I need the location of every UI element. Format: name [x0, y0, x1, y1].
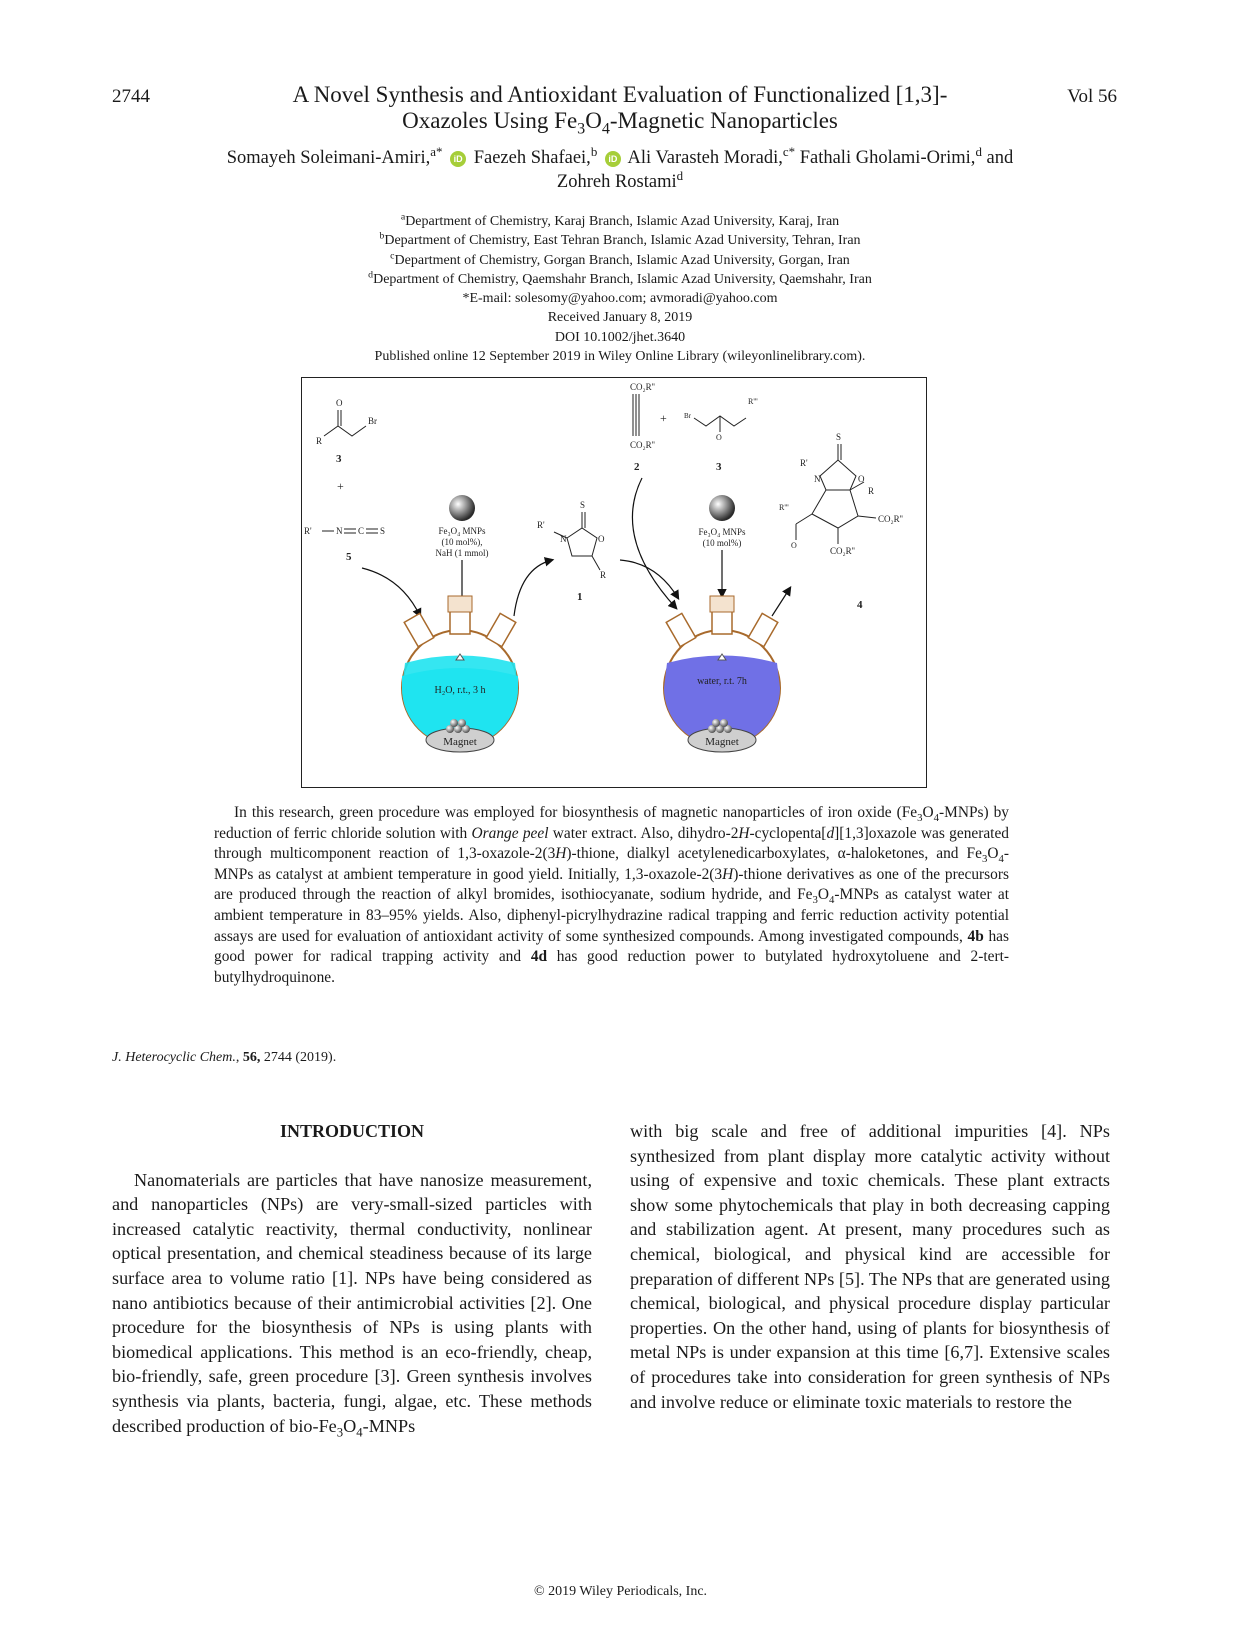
atom-r-prime: R'	[537, 520, 545, 530]
author-2: Faezeh Shafaei,	[473, 148, 591, 168]
arrow	[514, 560, 552, 616]
atom-r-prime: R'	[304, 526, 312, 536]
magnet-label-1: Magnet	[443, 736, 477, 748]
article-title	[200, 82, 1040, 138]
copyright-footer: © 2019 Wiley Periodicals, Inc.	[533, 1584, 708, 1599]
atom-r-triple: R'''	[779, 503, 789, 512]
atom-o: O	[336, 398, 343, 408]
journal-citation: J. Heterocyclic Chem., 56, 2744 (2019).	[112, 1050, 337, 1065]
cond1-line3: NaH (1 mmol)	[435, 548, 489, 558]
page-number: 2744	[112, 86, 150, 107]
label-3-right: 3	[716, 461, 722, 473]
atom-o: O	[858, 474, 865, 484]
atom-r: R	[600, 570, 607, 580]
email[interactable]: *E-mail: solesomy@yahoo.com; avmoradi@yahoo.com	[462, 291, 778, 307]
label-5: 5	[346, 551, 352, 563]
flask-2-conditions: water, r.t. 7h	[697, 676, 747, 687]
compound-3-right	[694, 416, 746, 432]
published-info: Published online 12 September 2019 in Wiley Online Library (wileyonlinelibrary.com).	[374, 349, 866, 365]
cond2-line1: Fe₃O₄ MNPs	[698, 527, 746, 537]
atom-r-triple: R'''	[748, 397, 758, 406]
affiliation-a: $^a$Department of Chemistry, Karaj Branch, Islamic Azad University, Karaj, Iran	[400, 211, 840, 229]
received-date: Received January 8, 2019	[547, 310, 693, 326]
introduction-column-1	[112, 1119, 592, 1438]
affiliation-c: $^c$Department of Chemistry, Gorgan Branch, Islamic Azad University, Gorgan, Iran	[390, 249, 850, 268]
orcid-icon[interactable]: iD	[605, 151, 621, 167]
atom-r: R	[868, 486, 875, 496]
author-5: Zohreh Rostami	[556, 172, 677, 192]
author-4: Fathali Gholami-Orimi,	[799, 148, 976, 168]
affiliation-d: $^d$Department of Chemistry, Qaemshahr Branch, Islamic Azad University, Qaemshahr, Iran	[368, 269, 872, 287]
magnet-label-2: Magnet	[705, 736, 739, 748]
arrow	[632, 478, 676, 608]
atom-s: S	[836, 432, 842, 442]
atom-c: C	[358, 526, 365, 536]
atom-r-prime: R'	[800, 458, 808, 468]
atom-s: S	[580, 500, 586, 510]
label-2: 2	[634, 461, 640, 473]
arrow	[620, 560, 678, 598]
graphical-abstract-scheme	[301, 377, 927, 788]
title-line-1: A Novel Synthesis and Antioxidant Evaluation of Functionalized [1,3]-	[292, 82, 948, 107]
atom-n: N	[560, 534, 567, 544]
intro-paragraph-2: with big scale and free of additional impurities [4]. NPs synthesized from plant display more catalytic activity without using of expensive and toxic chemicals. These plant extracts show some phytochemicals that play in both decreasing capping and stabilization agent. At present, many procedures such as chemical, biological, and physical kind are accessible for preparation of different NPs [5]. The NPs that are generated using chemical, biological, and physical procedure display particular properties. On the other hand, using of plants for biosynthesis of metal NPs is under expansion at this time [6,7]. Extensive scales of procedures take into consideration for green synthesis of NPs and involve reduce or eliminate toxic materials to restore the	[630, 1121, 1110, 1412]
atom-r: R	[316, 436, 323, 446]
label-4: 4	[857, 599, 863, 611]
atom-br: Br	[684, 412, 691, 420]
author-and: and	[986, 148, 1014, 168]
co2r-right: CO₂R''	[878, 514, 903, 524]
reaction-flask-1	[402, 596, 518, 752]
abstract: In this research, green procedure was employed for biosynthesis of magnetic nanoparticles of iron oxide $(Fe_3O_4-MNPs)$ by reduction of ferric chloride solution with Orange peel water extract. Also, dihydro-2H-cyclopenta[d][1,3]oxazole was generated through multicomponent reaction of 1,3-oxazole-2(3H)-thione, dialkyl acetylenedicarboxylates, α-haloketones, and $Fe_3O_4$-MNPs as catalyst at ambient temperature in good yield. Initially, 1,3-oxazole-2(3H)-thione derivatives as one of the precursors are produced through the reaction of alkyl bromides, isothiocyanate, sodium hydride, and $Fe_3O_4$-MNPs as catalyst water at ambient temperature in 83–95% yields. Also, diphenyl-picrylhydrazine radical trapping and ferric reduction activity potential assays are used for evaluation of antioxidant activity of some synthesized compounds. Among investigated compounds, 4b has good power for radical trapping activity and 4d has good reduction power to butylated hydroxytoluene and 2-tert-butylhydroquinone.	[214, 804, 1010, 986]
atom-o: O	[791, 541, 797, 550]
cond1-line2: (10 mol%),	[441, 537, 483, 547]
plus-sign: +	[337, 479, 344, 493]
atom-br: Br	[368, 416, 377, 426]
affiliations	[200, 212, 1040, 366]
atom-s: S	[380, 526, 386, 536]
arrow	[772, 588, 790, 616]
author-1: Somayeh Soleimani-Amiri,	[226, 148, 431, 168]
atom-o: O	[598, 534, 605, 544]
co2r-bottom: CO₂R''	[830, 546, 855, 556]
intro-paragraph-1: Nanomaterials are particles that have nanosize measurement, and nanoparticles (NPs) are very-small-sized particles with increased catalytic reactivity, thermal conductivity, nonlinear optical presentation, and chemical steadiness because of its large surface area to volume ratio [1]. NPs have being considered as nano antibiotics because of their antimicrobial activities [2]. One procedure for the biosynthesis of NPs is using plants with biomedical applications. This method is an eco-friendly, cheap, bio-friendly, safe, green procedure [3]. Green synthesis involves synthesis via plants, bacteria, fungi, algae, etc. These methods described production of bio-$Fe_3O_4$-MNPs	[112, 1169, 592, 1440]
affiliation-b: $^b$Department of Chemistry, East Tehran Branch, Islamic Azad University, Tehran, Iran	[379, 230, 861, 249]
title-line-2: Oxazoles Using $Fe_3O_4$-Magnetic Nanoparticles	[402, 108, 838, 138]
doi[interactable]: DOI 10.1002/jhet.3640	[554, 329, 686, 345]
atom-o: O	[716, 433, 722, 442]
co2r-top: CO₂R''	[630, 382, 655, 392]
introduction-column-2	[630, 1119, 1110, 1414]
label-3-left: 3	[336, 453, 342, 465]
compound-2	[633, 394, 639, 436]
cond1-line1: Fe₃O₄ MNPs	[438, 526, 486, 536]
author-3: Ali Varasteh Moradi,	[627, 148, 783, 168]
label-1: 1	[577, 591, 583, 603]
co2r-bottom: CO₂R''	[630, 440, 655, 450]
orcid-icon[interactable]: iD	[450, 151, 466, 167]
author-list: Somayeh Soleimani-Amiri,$^{a*}$ iD Faezeh Shafaei,$^b$ iD Ali Varasteh Moradi,$^{c*}$ Fathali Gholami-Orimi,$^d$ and Zohreh Rostami$^d$	[226, 143, 1014, 192]
atom-n: N	[336, 526, 343, 536]
section-heading: INTRODUCTION	[279, 1121, 425, 1141]
atom-n: N	[814, 474, 821, 484]
volume-label: Vol 56	[1067, 86, 1117, 107]
cond2-line2: (10 mol%)	[702, 538, 742, 548]
compound-4	[796, 444, 876, 544]
flask-1-conditions: H₂O, r.t., 3 h	[434, 685, 486, 696]
arrow	[362, 568, 420, 616]
compound-3-left	[324, 410, 366, 436]
plus-sign: +	[660, 411, 667, 425]
nanoparticle-ball-2	[709, 495, 735, 521]
reaction-flask-2	[664, 596, 780, 752]
nanoparticle-ball-1	[449, 495, 475, 521]
